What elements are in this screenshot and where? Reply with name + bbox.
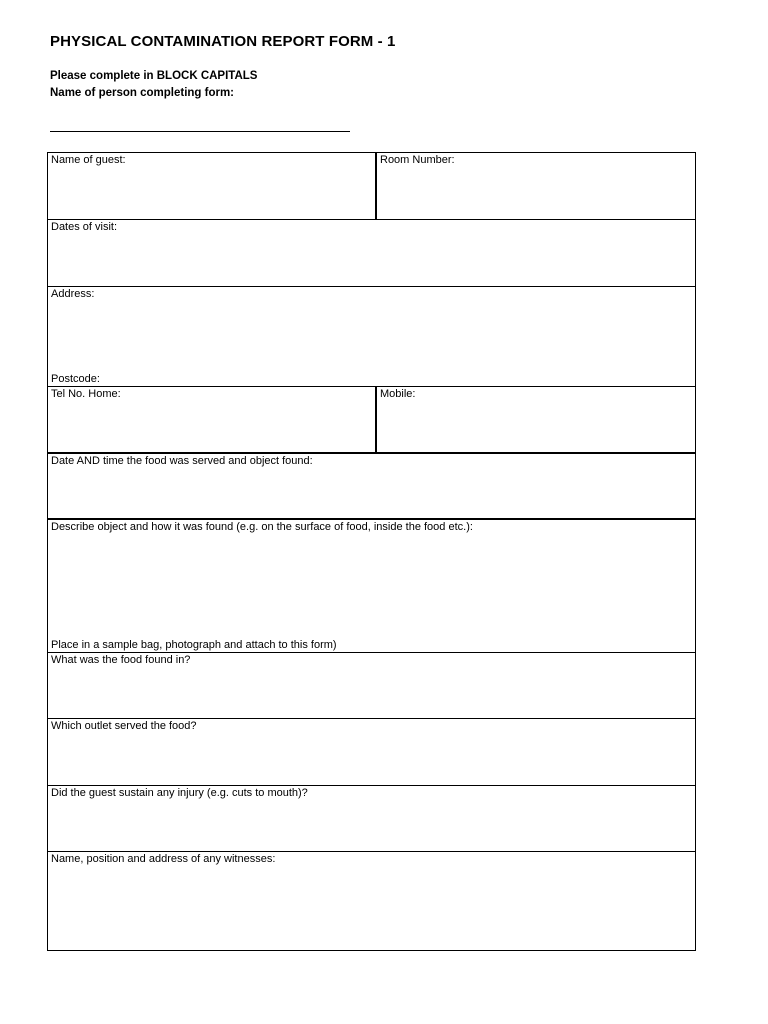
room-number-cell[interactable] bbox=[377, 153, 695, 220]
form-title: PHYSICAL CONTAMINATION REPORT FORM - 1 bbox=[50, 33, 396, 50]
report-form-table bbox=[47, 152, 696, 951]
describe-object-field[interactable] bbox=[50, 536, 693, 650]
mobile-cell[interactable] bbox=[377, 387, 695, 453]
guest-name-field[interactable] bbox=[50, 169, 373, 218]
food-found-in-field[interactable] bbox=[50, 669, 693, 716]
sample-bag-note: Place in a sample bag, photograph and attach to this form) bbox=[51, 639, 337, 651]
dates-of-visit-field[interactable] bbox=[50, 236, 693, 284]
guest-name-label: Name of guest: bbox=[51, 154, 126, 166]
witnesses-field[interactable] bbox=[50, 868, 693, 948]
tel-home-field[interactable] bbox=[50, 403, 373, 451]
witnesses-label: Name, position and address of any witnesses: bbox=[51, 853, 276, 865]
person-completing-label: Name of person completing form: bbox=[50, 87, 235, 99]
outlet-cell[interactable] bbox=[48, 719, 695, 785]
room-number-field[interactable] bbox=[379, 169, 693, 218]
person-completing-signature-line[interactable] bbox=[50, 131, 350, 132]
row-date-time bbox=[48, 452, 695, 519]
row-address bbox=[48, 286, 695, 386]
witnesses-cell[interactable] bbox=[48, 852, 695, 950]
row-witnesses bbox=[48, 851, 695, 950]
address-cell[interactable] bbox=[48, 287, 695, 386]
guest-name-cell[interactable] bbox=[48, 153, 377, 220]
postcode-label: Postcode: bbox=[51, 373, 100, 385]
outlet-field[interactable] bbox=[50, 735, 693, 783]
row-injury bbox=[48, 785, 695, 852]
room-number-label: Room Number: bbox=[380, 154, 455, 166]
dates-of-visit-cell[interactable] bbox=[48, 220, 695, 286]
date-time-cell[interactable] bbox=[48, 454, 695, 519]
injury-field[interactable] bbox=[50, 802, 693, 850]
mobile-field[interactable] bbox=[379, 403, 693, 451]
describe-object-cell[interactable] bbox=[48, 520, 695, 652]
row-guest-room bbox=[48, 153, 695, 220]
row-telephone bbox=[48, 386, 695, 453]
row-outlet bbox=[48, 718, 695, 785]
mobile-label: Mobile: bbox=[380, 388, 416, 400]
injury-label: Did the guest sustain any injury (e.g. cuts to mouth)? bbox=[51, 787, 308, 799]
food-found-in-cell[interactable] bbox=[48, 653, 695, 718]
date-time-label: Date AND time the food was served and object found: bbox=[51, 455, 313, 467]
describe-object-label: Describe object and how it was found (e.g. on the surface of food, inside the food etc.): bbox=[51, 521, 473, 533]
dates-of-visit-label: Dates of visit: bbox=[51, 221, 118, 233]
tel-home-label: Tel No. Home: bbox=[51, 388, 121, 400]
tel-home-cell[interactable] bbox=[48, 387, 377, 453]
injury-cell[interactable] bbox=[48, 786, 695, 852]
row-food-found-in bbox=[48, 652, 695, 718]
address-label: Address: bbox=[51, 288, 95, 300]
row-describe-object bbox=[48, 518, 695, 652]
outlet-label: Which outlet served the food? bbox=[51, 720, 197, 732]
date-time-field[interactable] bbox=[50, 470, 693, 517]
food-found-in-label: What was the food found in? bbox=[51, 654, 191, 666]
address-field[interactable] bbox=[50, 303, 693, 384]
row-dates-of-visit bbox=[48, 219, 695, 286]
block-capitals-instruction: Please complete in BLOCK CAPITALS bbox=[50, 70, 258, 82]
